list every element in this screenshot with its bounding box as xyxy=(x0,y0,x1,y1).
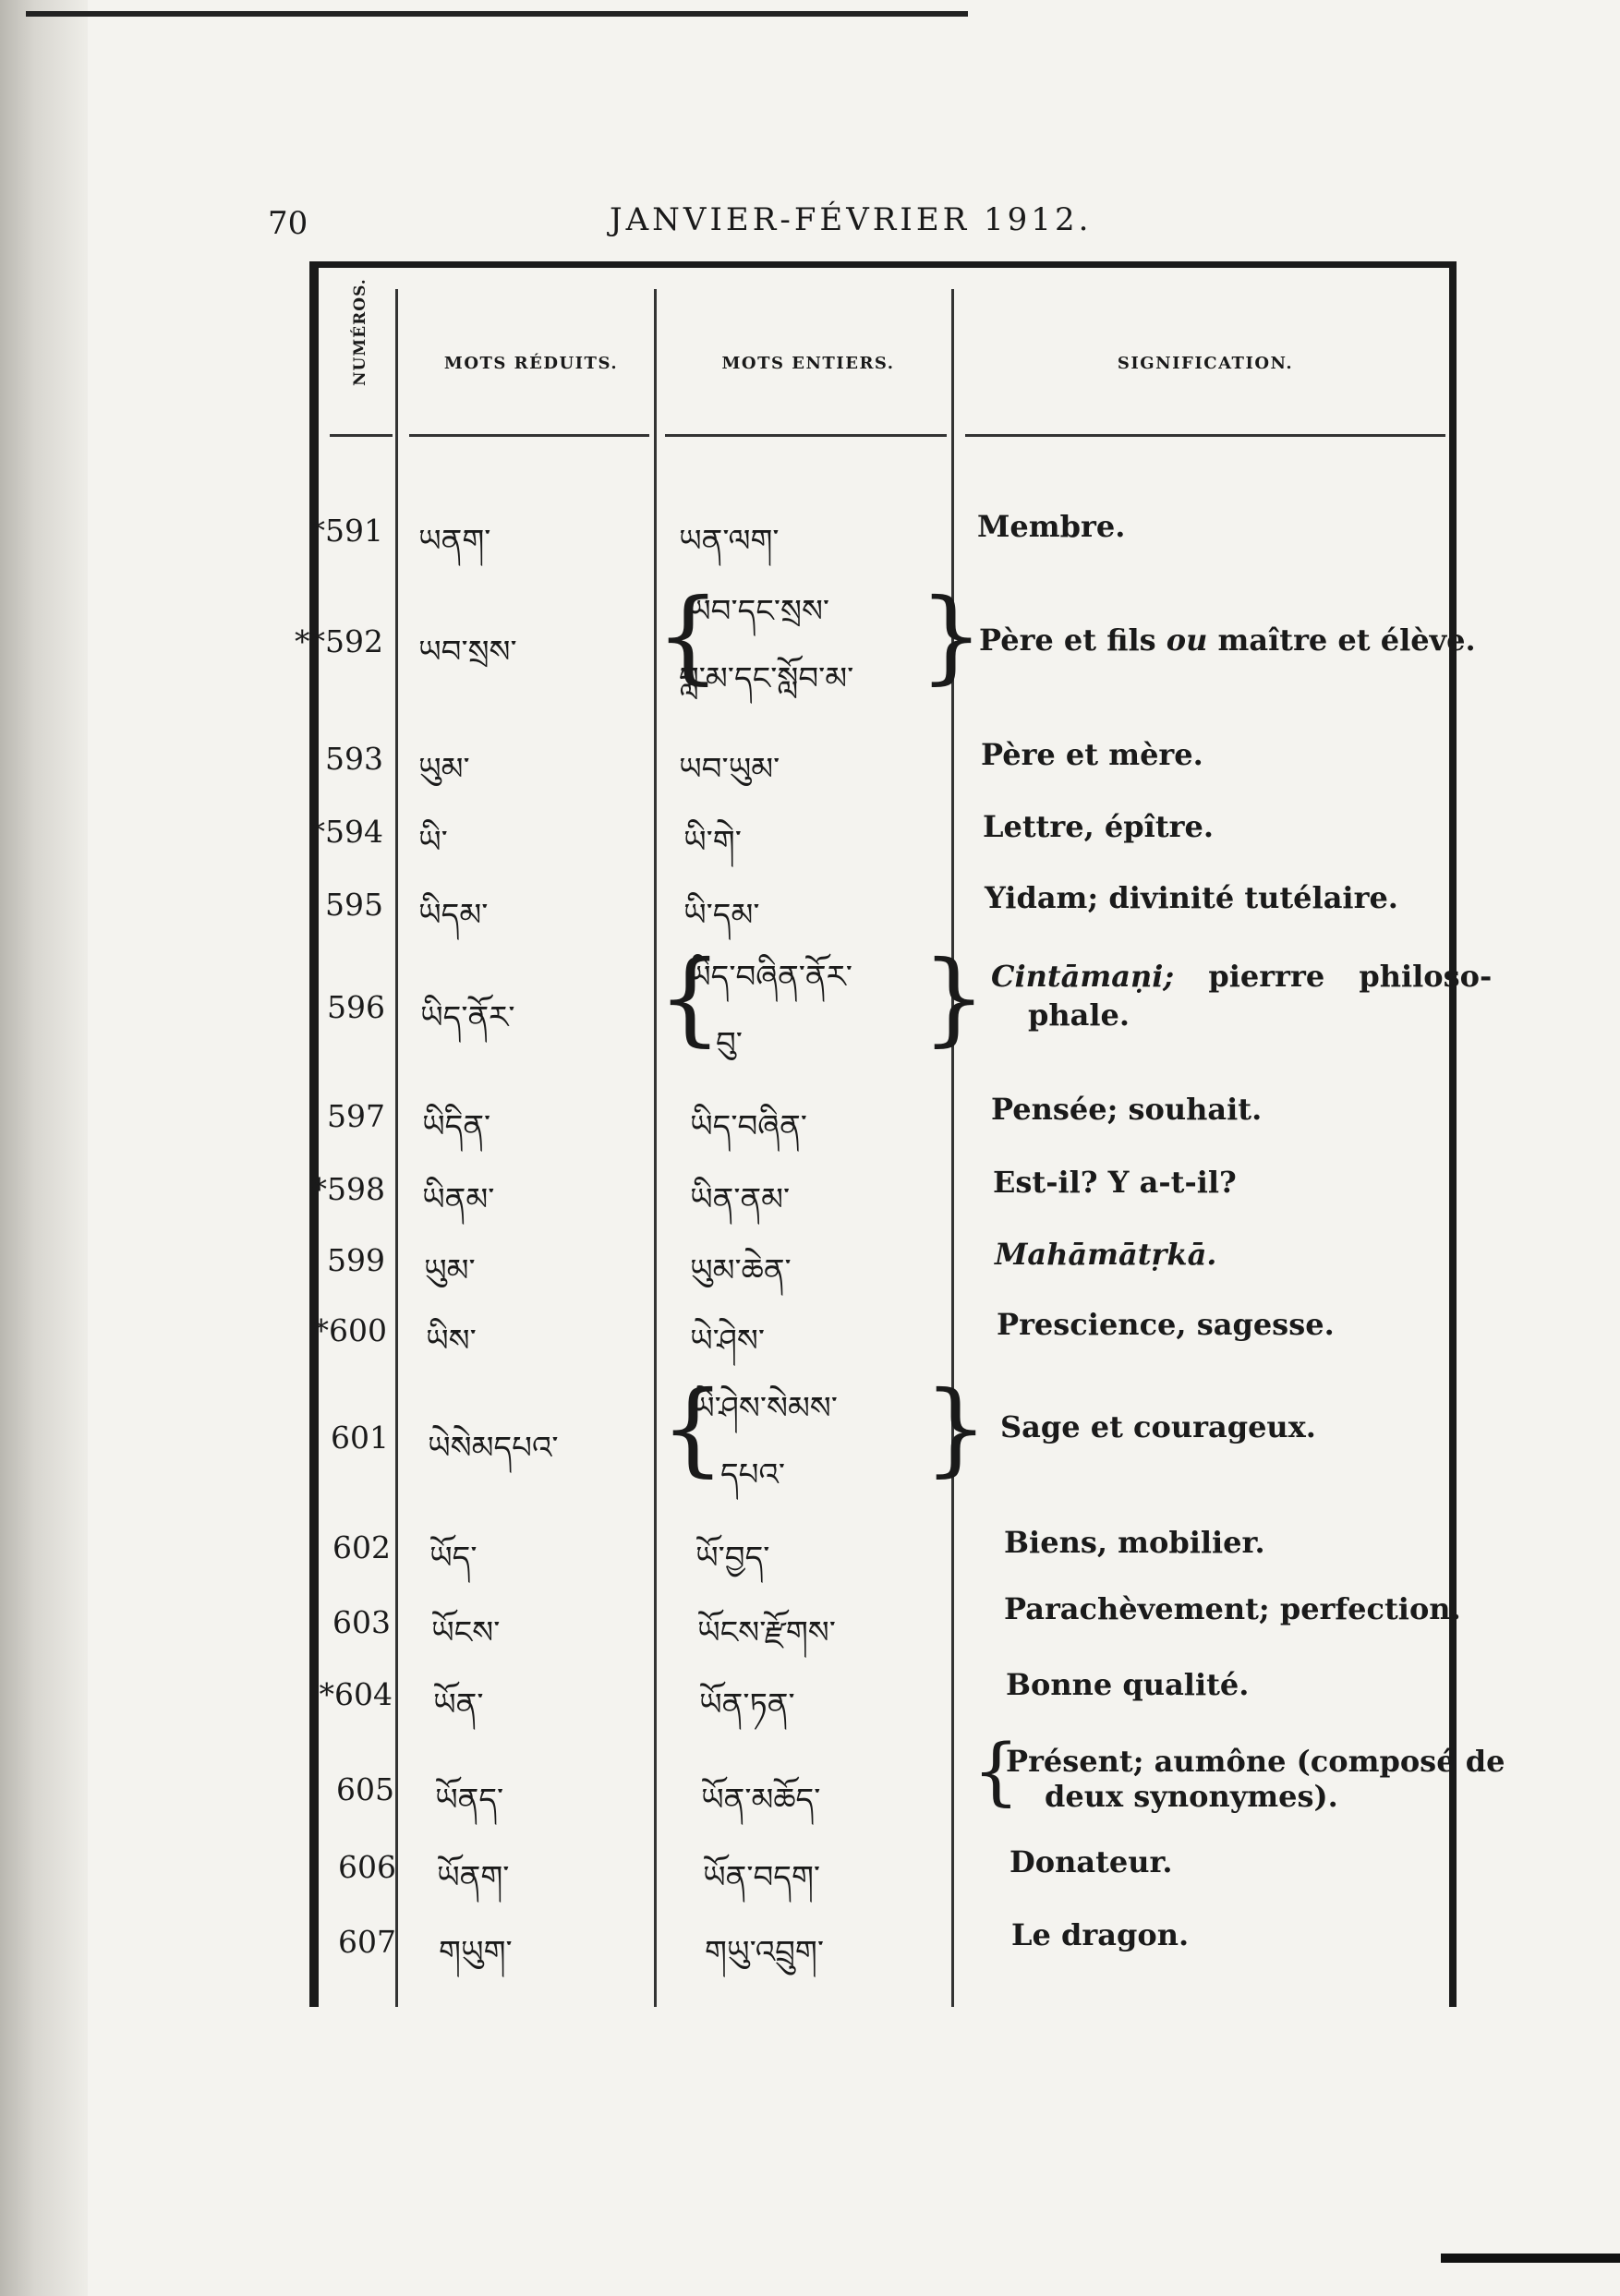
page-number: 70 xyxy=(268,205,308,242)
meaning: Lettre, épître. xyxy=(983,809,1214,844)
full-word: ཡོན་བདག་ xyxy=(703,1859,821,1896)
meaning: Mahāmātṛkā. xyxy=(995,1237,1217,1272)
meaning: Le dragon. xyxy=(1011,1917,1190,1952)
full-word: བུ་ xyxy=(716,1025,743,1062)
left-brace: { xyxy=(658,938,722,1057)
reduced-word: ཡནག་ xyxy=(418,523,491,560)
row-number: *600 xyxy=(313,1312,387,1348)
reduced-word: ཡོནད་ xyxy=(435,1782,504,1819)
full-word: ཡིད་བཞིན་ནོར་ xyxy=(688,959,852,996)
dictionary-table xyxy=(295,261,1505,2007)
page-edge-shadow xyxy=(0,0,88,2296)
full-word: ཡིན་ནམ་ xyxy=(690,1181,791,1218)
meaning: Bonne qualité. xyxy=(1006,1667,1250,1702)
header-numeros: NUMÉROS. xyxy=(351,278,369,386)
right-brace: } xyxy=(919,576,984,695)
reduced-word: ཡིས་ xyxy=(426,1323,477,1359)
row-number: 596 xyxy=(327,989,385,1025)
reduced-word: ཡོནག་ xyxy=(437,1859,510,1896)
row-number: 597 xyxy=(327,1098,385,1134)
row-number: 602 xyxy=(332,1529,391,1565)
meaning: Pensée; souhait. xyxy=(991,1092,1263,1127)
reduced-word: ཡབ་སྲས་ xyxy=(418,634,517,671)
full-word: ཡེ་ཤེས་སེམས་ xyxy=(692,1390,838,1427)
reduced-word: གཡུག་ xyxy=(439,1934,513,1971)
full-word: དཔའ་ xyxy=(720,1456,786,1493)
reduced-word: ཡིནམ་ xyxy=(422,1181,495,1218)
right-brace: } xyxy=(924,1369,988,1487)
reduced-word: ཡིད་ནོར་ xyxy=(420,999,515,1036)
left-brace: { xyxy=(660,1369,725,1487)
row-number: *591 xyxy=(309,513,383,549)
full-word: ཡུམ་ཆེན་ xyxy=(690,1252,792,1289)
meaning: Cintāmaṇi; pierrre philoso- xyxy=(991,959,1493,994)
full-word: གཡུ་འབྲུག་ xyxy=(705,1934,824,1971)
reduced-word: ཡུམ་ xyxy=(424,1252,476,1289)
full-word: ཡོན་ཏན་ xyxy=(699,1686,795,1723)
row-number: *594 xyxy=(309,814,383,850)
meaning: Est-il? Y a-t-il? xyxy=(993,1165,1237,1200)
left-brace: { xyxy=(656,576,720,695)
full-word: ཡི་གེ་ xyxy=(683,824,742,861)
header-rule xyxy=(409,434,649,437)
meaning-continuation: deux synonymes). xyxy=(1045,1779,1338,1814)
row-number: 606 xyxy=(338,1849,396,1885)
meaning: Biens, mobilier. xyxy=(1004,1525,1265,1560)
meaning: Père et fils ou maître et élève. xyxy=(979,622,1476,658)
meaning-continuation: phale. xyxy=(1028,997,1130,1033)
header-mots-entiers: MOTS ENTIERS. xyxy=(721,354,895,373)
meaning: Donateur. xyxy=(1009,1844,1173,1879)
reduced-word: ཡོངས་ xyxy=(431,1614,501,1651)
full-word: ཡོན་མཆོད་ xyxy=(701,1782,821,1819)
row-number: **592 xyxy=(295,623,383,659)
full-word: ཡབ་ཡུམ་ xyxy=(679,751,780,788)
header-signification: SIGNIFICATION. xyxy=(1117,354,1294,373)
left-brace: { xyxy=(973,1728,1020,1814)
table-border-top xyxy=(309,261,1457,268)
full-word: ཡི་དམ་ xyxy=(683,897,760,934)
meaning: Parachèvement; perfection. xyxy=(1004,1591,1461,1626)
row-number: 595 xyxy=(325,887,383,923)
full-word: ཡབ་དང་སྲས་ xyxy=(688,593,830,630)
header-rule xyxy=(330,434,393,437)
reduced-word: ཡོད་ xyxy=(429,1540,478,1577)
row-number: *604 xyxy=(319,1676,393,1712)
full-word: ཡོངས་རྫོགས་ xyxy=(697,1614,836,1651)
meaning: Membre. xyxy=(977,509,1126,544)
row-number: 607 xyxy=(338,1924,396,1960)
reduced-word: ཡི་ xyxy=(418,824,448,861)
row-number: 599 xyxy=(327,1242,385,1278)
column-divider xyxy=(395,289,398,2007)
running-head: JANVIER-FÉVRIER 1912. xyxy=(610,201,1093,238)
meaning: Sage et courageux. xyxy=(1000,1409,1316,1444)
meaning: Prescience, sagesse. xyxy=(997,1307,1335,1342)
row-number: 605 xyxy=(336,1771,394,1807)
row-number: 603 xyxy=(332,1604,391,1640)
full-word: བླ་མ་དང་སློབ་མ་ xyxy=(679,660,854,697)
meaning: Yidam; divinité tutélaire. xyxy=(985,880,1398,915)
reduced-word: ཡིདིན་ xyxy=(422,1108,491,1145)
column-divider xyxy=(951,289,954,2007)
meaning: Présent; aumône (composé de xyxy=(1006,1744,1505,1779)
reduced-word: ཡིདམ་ xyxy=(418,897,489,934)
full-word: ཡེ་ཤེས་ xyxy=(690,1323,765,1359)
reduced-word: ཡུམ་ xyxy=(418,751,470,788)
header-rule xyxy=(965,434,1445,437)
reduced-word: ཡེསེམདཔའ་ xyxy=(428,1430,559,1467)
full-word: ཡིད་བཞིན་ xyxy=(690,1108,807,1145)
row-number: *598 xyxy=(311,1171,385,1207)
row-number: 601 xyxy=(331,1420,389,1456)
meaning: Père et mère. xyxy=(981,737,1203,772)
column-divider xyxy=(654,289,657,2007)
right-brace: } xyxy=(922,938,986,1057)
full-word: ཡོ་བྱད་ xyxy=(695,1540,770,1577)
header-rule xyxy=(665,434,947,437)
reduced-word: ཡོན་ xyxy=(433,1686,484,1723)
header-mots-reduits: MOTS RÉDUITS. xyxy=(443,354,619,373)
top-edge-rule xyxy=(26,11,968,17)
row-number: 593 xyxy=(325,741,383,777)
full-word: ཡན་ལག་ xyxy=(679,523,780,560)
bottom-edge-rule xyxy=(1441,2254,1620,2263)
